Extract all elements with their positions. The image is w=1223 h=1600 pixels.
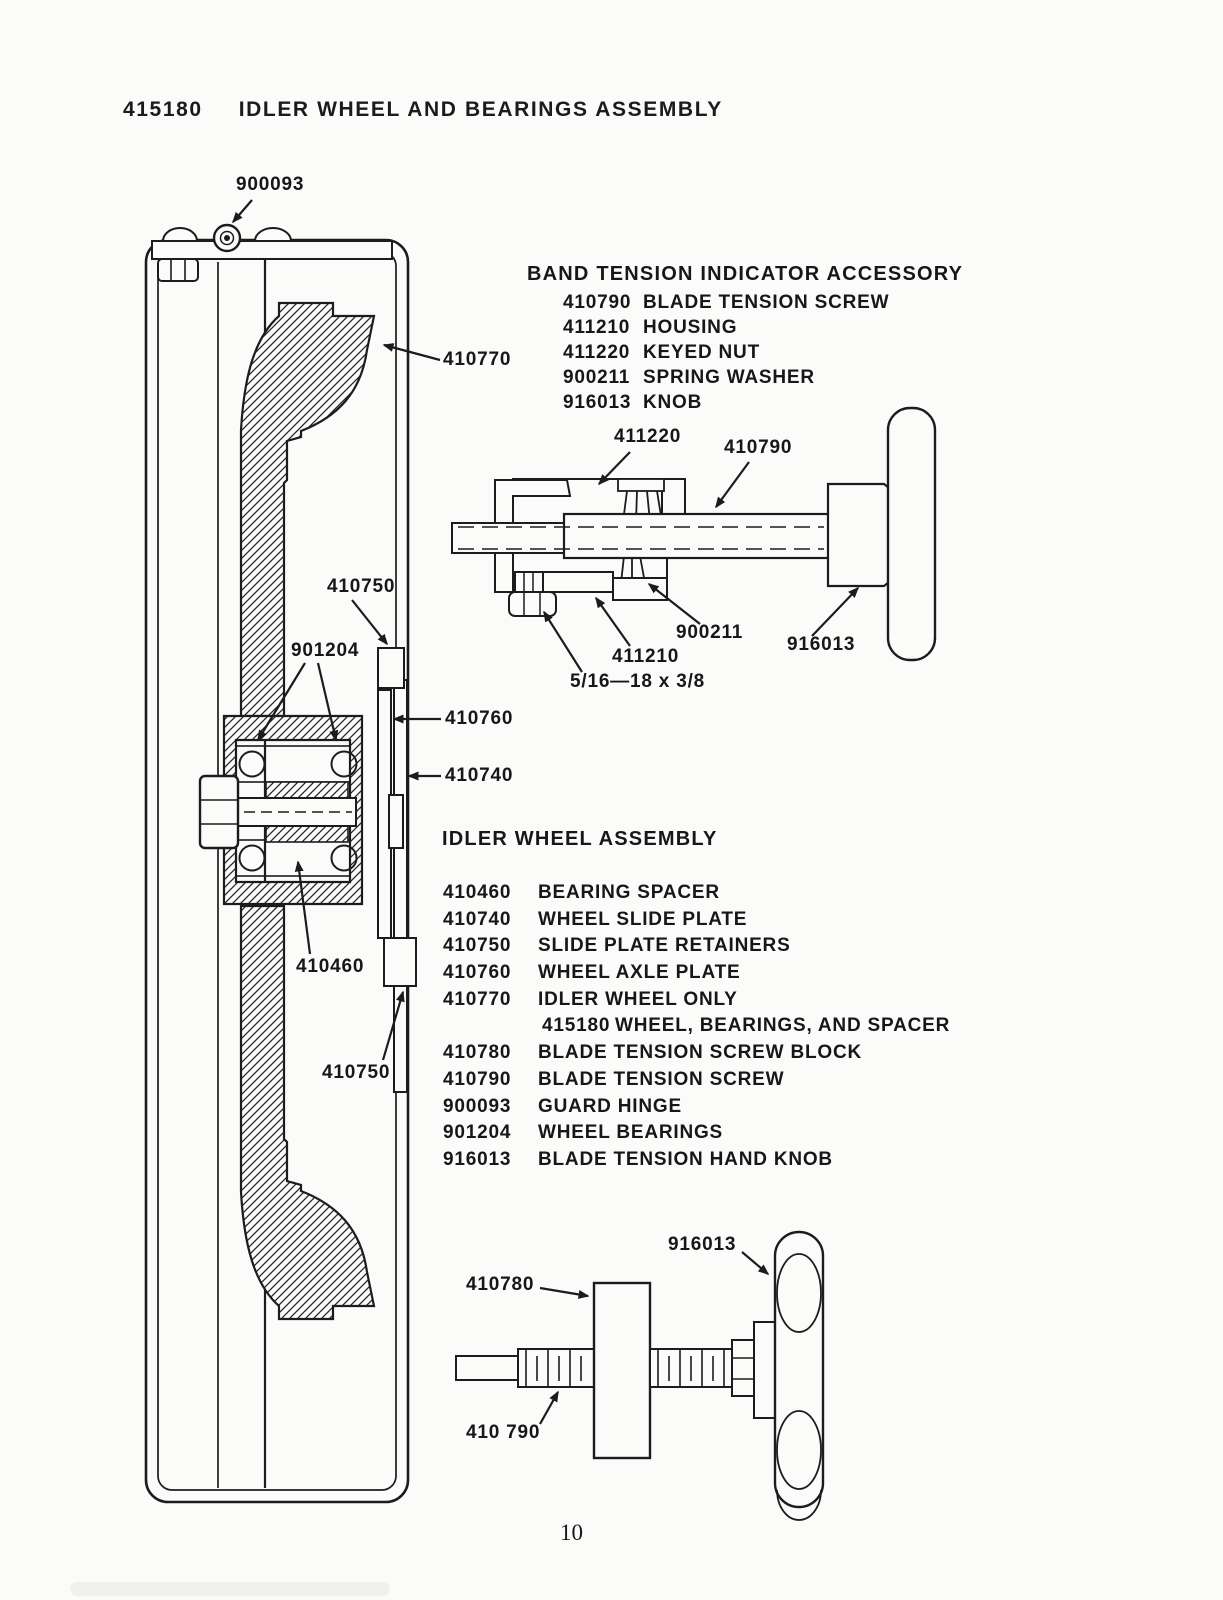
idler-wheel-parts-list: [435, 828, 950, 1174]
bearing-spacer-upper: [266, 782, 348, 798]
parts-list-row: 410760 WHEEL AXLE PLATE: [443, 962, 741, 984]
slide-plate-retainer-top: [378, 648, 404, 688]
page-number: 10: [560, 1520, 583, 1545]
parts-list-row: 410790 BLADE TENSION SCREW: [443, 1068, 785, 1090]
threads-left: [518, 1349, 594, 1387]
screw-shaft: [564, 514, 830, 558]
callout-wheel-bearings: 901204: [291, 640, 360, 661]
parts-list-row: 411220 KEYED NUT: [563, 342, 760, 363]
bearing-spacer-lower: [266, 826, 348, 842]
band-list-heading: BAND TENSION INDICATOR ACCESSORY: [527, 263, 964, 285]
callout-idler-wheel: 410770: [443, 349, 512, 370]
callout-knob-tension: 916013: [787, 634, 856, 655]
slide-plates: [378, 648, 416, 1092]
knob-hub-bottom: [754, 1322, 777, 1418]
screw-block: [594, 1283, 650, 1458]
hand-knob: [775, 1232, 823, 1507]
parts-list-row: 410770 IDLER WHEEL ONLY: [443, 988, 738, 1010]
callout-bearing-spacer: 410460: [296, 956, 365, 977]
parts-list-row: 411210 HOUSING: [563, 317, 738, 338]
callout-tension-screw: 410790: [724, 437, 793, 458]
parts-list-row: 410790 BLADE TENSION SCREW: [563, 292, 890, 313]
knob-hub: [828, 484, 893, 586]
parts-list-row: 916013 KNOB: [563, 392, 703, 413]
callout-screw-bottom: 410 790: [466, 1422, 541, 1443]
callout-bolt-size: 5/16—18 x 3/8: [570, 671, 706, 692]
callout-spring-washer: 900211: [676, 622, 744, 643]
title-part-number: 415180: [123, 98, 203, 121]
slide-plate-retainer-bottom: [384, 938, 416, 986]
parts-list-row-indented: 415180 WHEEL, BEARINGS, AND SPACER: [542, 1015, 951, 1037]
callout-keyed-nut: 411220: [614, 426, 682, 447]
parts-list-row: 901204 WHEEL BEARINGS: [443, 1122, 724, 1144]
axle-bolt-head: [200, 776, 238, 848]
parts-list-row: 410780 BLADE TENSION SCREW BLOCK: [443, 1042, 862, 1064]
threads-right: [650, 1349, 732, 1387]
title-text: IDLER WHEEL AND BEARINGS ASSEMBLY: [238, 98, 723, 121]
callout-housing: 411210: [612, 646, 680, 667]
page-title: [123, 98, 723, 122]
tension-knob: [888, 408, 935, 660]
callout-slide-plate: 410740: [445, 765, 514, 786]
parts-list-row: 900211 SPRING WASHER: [563, 367, 815, 388]
parts-list-row: 916013 BLADE TENSION HAND KNOB: [443, 1148, 833, 1170]
band-tension-parts-list: [515, 263, 963, 415]
callout-retainer-bottom: 410750: [322, 1062, 391, 1083]
callout-retainer-top: 410750: [327, 576, 396, 597]
callout-axle-plate: 410760: [445, 708, 514, 729]
callout-guard-hinge: 900093: [236, 174, 305, 195]
parts-list-row: 410750 SLIDE PLATE RETAINERS: [443, 935, 791, 957]
guard-hinge-icon: [152, 225, 392, 281]
scan-smudge: [70, 1582, 390, 1596]
callout-knob-bottom: 916013: [668, 1234, 737, 1255]
parts-list-row: 900093 GUARD HINGE: [443, 1095, 682, 1117]
parts-list-row: 410460 BEARING SPACER: [443, 882, 720, 903]
parts-list-row: 410740 WHEEL SLIDE PLATE: [443, 908, 748, 930]
hex-nut-icon: [732, 1340, 754, 1396]
callout-screw-block: 410780: [466, 1274, 535, 1295]
idler-list-heading: IDLER WHEEL ASSEMBLY: [442, 828, 718, 850]
